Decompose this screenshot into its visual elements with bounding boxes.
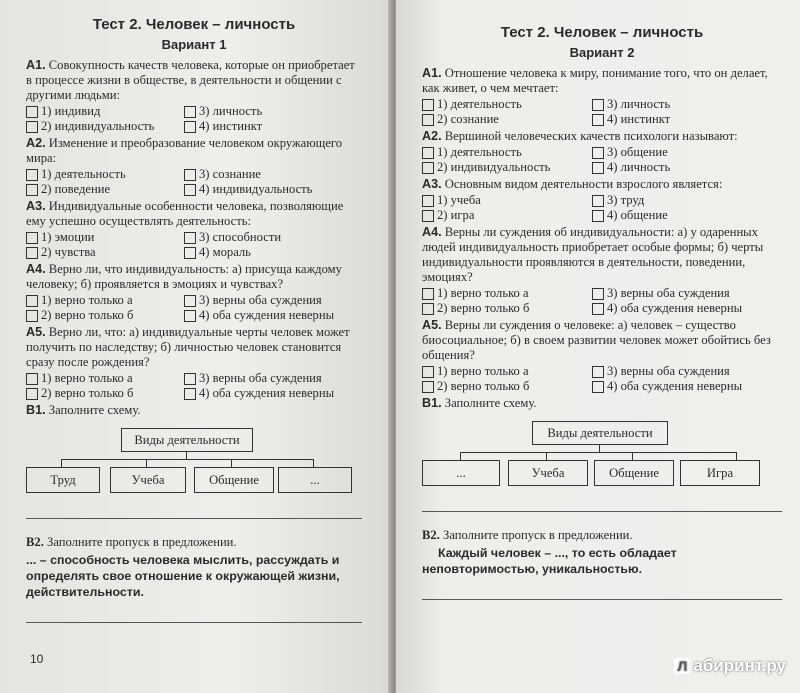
watermark: [674, 656, 786, 676]
variant-heading: Вариант 2: [569, 45, 635, 60]
checkbox[interactable]: [184, 295, 196, 307]
question-a5: [26, 325, 362, 401]
checkbox[interactable]: [592, 210, 604, 222]
checkbox[interactable]: [184, 247, 196, 259]
scheme-connector: [146, 459, 147, 467]
scheme-box[interactable]: Учеба: [508, 460, 588, 486]
answer-line[interactable]: [422, 511, 782, 512]
checkbox[interactable]: [26, 106, 38, 118]
question-text: Верны ли суждения о человеке: а) человек – существо биосоциальное; б) в своем развитии человек может обойтись без общения?: [422, 318, 771, 362]
answer-option[interactable]: 4) инстинкт: [184, 119, 362, 134]
scheme-connector: [460, 452, 461, 460]
question-text: Основным видом деятельности взрослого является:: [444, 177, 723, 191]
scheme-connector: [736, 452, 737, 460]
checkbox[interactable]: [592, 195, 604, 207]
scheme-connector: [460, 452, 736, 453]
task-b1: В1. Заполните схему.: [26, 403, 141, 417]
answer-option[interactable]: 3) верны оба суждения: [592, 286, 782, 301]
checkbox[interactable]: [592, 162, 604, 174]
answer-option[interactable]: 1) деятельность: [422, 97, 592, 112]
checkbox[interactable]: [184, 373, 196, 385]
page-title: Тест 2. Человек – личность: [500, 24, 704, 41]
question-label: А1.: [422, 66, 442, 80]
checkbox[interactable]: [422, 114, 434, 126]
answer-option[interactable]: 2) верно только б: [26, 308, 184, 323]
checkbox[interactable]: [26, 184, 38, 196]
answer-option[interactable]: 1) эмоции: [26, 230, 184, 245]
checkbox[interactable]: [422, 195, 434, 207]
question-a4: [26, 262, 362, 323]
answer-option[interactable]: 4) индивидуальность: [184, 182, 362, 197]
answer-option[interactable]: 2) верно только б: [26, 386, 184, 401]
question-label: А4.: [26, 262, 46, 276]
checkbox[interactable]: [592, 99, 604, 111]
checkbox[interactable]: [422, 210, 434, 222]
task-b2-sentence: Каждый человек – ..., то есть обладает неповторимостью, уникальностью.: [422, 546, 677, 576]
checkbox[interactable]: [422, 162, 434, 174]
answer-option[interactable]: 2) индивидуальность: [422, 160, 592, 175]
checkbox[interactable]: [422, 381, 434, 393]
scheme-box[interactable]: Общение: [194, 467, 274, 493]
left-page: [0, 0, 392, 693]
answer-option[interactable]: 4) инстинкт: [592, 112, 782, 127]
answer-option[interactable]: 3) общение: [592, 145, 782, 160]
scheme-connector: [313, 459, 314, 467]
scheme-connector: [632, 452, 633, 460]
answer-option[interactable]: 2) верно только б: [422, 379, 592, 394]
question-text: Верно ли, что: а) индивидуальные черты человек может получить по наследству; б) личностью человек становится сразу после рождения?: [26, 325, 350, 369]
question-text: Индивидуальные особенности человека, позволяющие ему успешно осуществлять деятельность:: [26, 199, 344, 228]
checkbox[interactable]: [422, 366, 434, 378]
checkbox[interactable]: [422, 147, 434, 159]
task-b2-sentence: ... – способность человека мыслить, рассуждать и определять свое отношение к окружающей жизни, действительности.: [26, 553, 340, 599]
question-label: А4.: [422, 225, 442, 239]
answer-option[interactable]: 1) верно только а: [26, 293, 184, 308]
answer-option[interactable]: 3) сознание: [184, 167, 362, 182]
question-label: А1.: [26, 58, 46, 72]
answer-option[interactable]: 3) верны оба суждения: [184, 293, 362, 308]
checkbox[interactable]: [592, 147, 604, 159]
scheme-top-box: Виды деятельности: [121, 428, 253, 452]
answer-option[interactable]: 3) личность: [592, 97, 782, 112]
scheme-box[interactable]: Общение: [594, 460, 674, 486]
answer-option[interactable]: 1) верно только а: [422, 364, 592, 379]
answer-option[interactable]: 3) верны оба суждения: [592, 364, 782, 379]
checkbox[interactable]: [422, 288, 434, 300]
scheme-top-box: Виды деятельности: [532, 421, 668, 445]
question-a2: [422, 129, 782, 175]
answer-line[interactable]: [422, 599, 782, 600]
checkbox[interactable]: [26, 388, 38, 400]
answer-option[interactable]: 4) общение: [592, 208, 782, 223]
answer-option[interactable]: 4) личность: [592, 160, 782, 175]
question-label: А5.: [26, 325, 46, 339]
answer-option[interactable]: 1) деятельность: [26, 167, 184, 182]
question-a5: [422, 318, 782, 394]
question-label: А2.: [26, 136, 46, 150]
answer-option[interactable]: 4) оба суждения неверны: [592, 301, 782, 316]
question-label: А5.: [422, 318, 442, 332]
checkbox[interactable]: [26, 247, 38, 259]
answer-option[interactable]: 1) индивид: [26, 104, 184, 119]
answer-option[interactable]: 4) оба суждения неверны: [184, 386, 362, 401]
scheme-connector: [186, 451, 187, 459]
checkbox[interactable]: [184, 106, 196, 118]
checkbox[interactable]: [26, 121, 38, 133]
page-title: Тест 2. Человек – личность: [92, 16, 296, 33]
checkbox[interactable]: [592, 114, 604, 126]
question-text: Отношение человека к миру, понимание того, что он делает, как живет, о чем мечтает:: [422, 66, 768, 95]
answer-line[interactable]: [26, 518, 362, 519]
variant-heading: Вариант 1: [161, 37, 227, 52]
scheme-connector: [546, 452, 547, 460]
answer-option[interactable]: 2) сознание: [422, 112, 592, 127]
scheme-box[interactable]: Труд: [26, 467, 100, 493]
question-text: Совокупность качеств человека, которые он приобретает в процессе жизни в обществе, в деятельности и общении с другими людьми:: [26, 58, 355, 102]
checkbox[interactable]: [184, 310, 196, 322]
answer-line[interactable]: [26, 622, 362, 623]
answer-option[interactable]: 4) мораль: [184, 245, 362, 260]
answer-option[interactable]: 2) игра: [422, 208, 592, 223]
checkbox[interactable]: [26, 232, 38, 244]
answer-option[interactable]: 1) верно только а: [26, 371, 184, 386]
question-a3: [422, 177, 782, 223]
task-b2: В2. Заполните пропуск в предложении.: [26, 535, 237, 549]
answer-option[interactable]: 1) верно только а: [422, 286, 592, 301]
question-text: Изменение и преобразование человеком окружающего мира:: [26, 136, 343, 165]
question-label: А3.: [26, 199, 46, 213]
watermark-logo: Л: [674, 658, 690, 674]
checkbox[interactable]: [422, 303, 434, 315]
checkbox[interactable]: [592, 303, 604, 315]
question-label: А3.: [422, 177, 442, 191]
checkbox[interactable]: [184, 169, 196, 181]
scheme-connector: [61, 459, 313, 460]
checkbox[interactable]: [592, 288, 604, 300]
question-text: Верны ли суждения об индивидуальности: а) у одаренных людей индивидуальность приобретает особые формы; б) черты индивидуальности проявляются в деятельности, поведении, эмоциях?: [422, 225, 764, 284]
answer-option[interactable]: 4) оба суждения неверны: [184, 308, 362, 323]
answer-option[interactable]: 1) учеба: [422, 193, 592, 208]
scheme-diagram: [422, 417, 782, 501]
question-a3: [26, 199, 362, 260]
scheme-diagram: [26, 424, 362, 508]
page-number: 10: [30, 652, 44, 666]
checkbox[interactable]: [184, 121, 196, 133]
scheme-box[interactable]: Игра: [680, 460, 760, 486]
checkbox[interactable]: [26, 373, 38, 385]
answer-option[interactable]: 3) личность: [184, 104, 362, 119]
scheme-box[interactable]: Учеба: [110, 467, 186, 493]
answer-option[interactable]: 3) труд: [592, 193, 782, 208]
answer-option[interactable]: 2) верно только б: [422, 301, 592, 316]
question-a1: [422, 66, 782, 127]
answer-option[interactable]: 3) способности: [184, 230, 362, 245]
scheme-connector: [61, 459, 62, 467]
answer-option[interactable]: 1) деятельность: [422, 145, 592, 160]
checkbox[interactable]: [422, 99, 434, 111]
checkbox[interactable]: [26, 310, 38, 322]
checkbox[interactable]: [592, 381, 604, 393]
scheme-box[interactable]: ...: [278, 467, 352, 493]
checkbox[interactable]: [26, 169, 38, 181]
scheme-connector: [599, 444, 600, 452]
checkbox[interactable]: [592, 366, 604, 378]
answer-option[interactable]: 2) поведение: [26, 182, 184, 197]
answer-option[interactable]: 3) верны оба суждения: [184, 371, 362, 386]
checkbox[interactable]: [26, 295, 38, 307]
question-text: Верно ли, что индивидуальность: а) присуща каждому человеку; б) проявляется в эмоциях и чувствах?: [26, 262, 342, 291]
question-a4: [422, 225, 782, 316]
scheme-connector: [231, 459, 232, 467]
scheme-box[interactable]: ...: [422, 460, 500, 486]
answer-option[interactable]: 2) чувства: [26, 245, 184, 260]
checkbox[interactable]: [184, 184, 196, 196]
task-b2: В2. Заполните пропуск в предложении.: [422, 528, 633, 542]
question-a1: [26, 58, 362, 134]
right-page: [396, 0, 800, 693]
task-b1: В1. Заполните схему.: [422, 396, 537, 410]
checkbox[interactable]: [184, 232, 196, 244]
answer-option[interactable]: 2) индивидуальность: [26, 119, 184, 134]
watermark-text: абиринт.ру: [693, 656, 786, 675]
question-a2: [26, 136, 362, 197]
question-label: А2.: [422, 129, 442, 143]
answer-option[interactable]: 4) оба суждения неверны: [592, 379, 782, 394]
question-text: Вершиной человеческих качеств психологи называют:: [444, 129, 738, 143]
checkbox[interactable]: [184, 388, 196, 400]
